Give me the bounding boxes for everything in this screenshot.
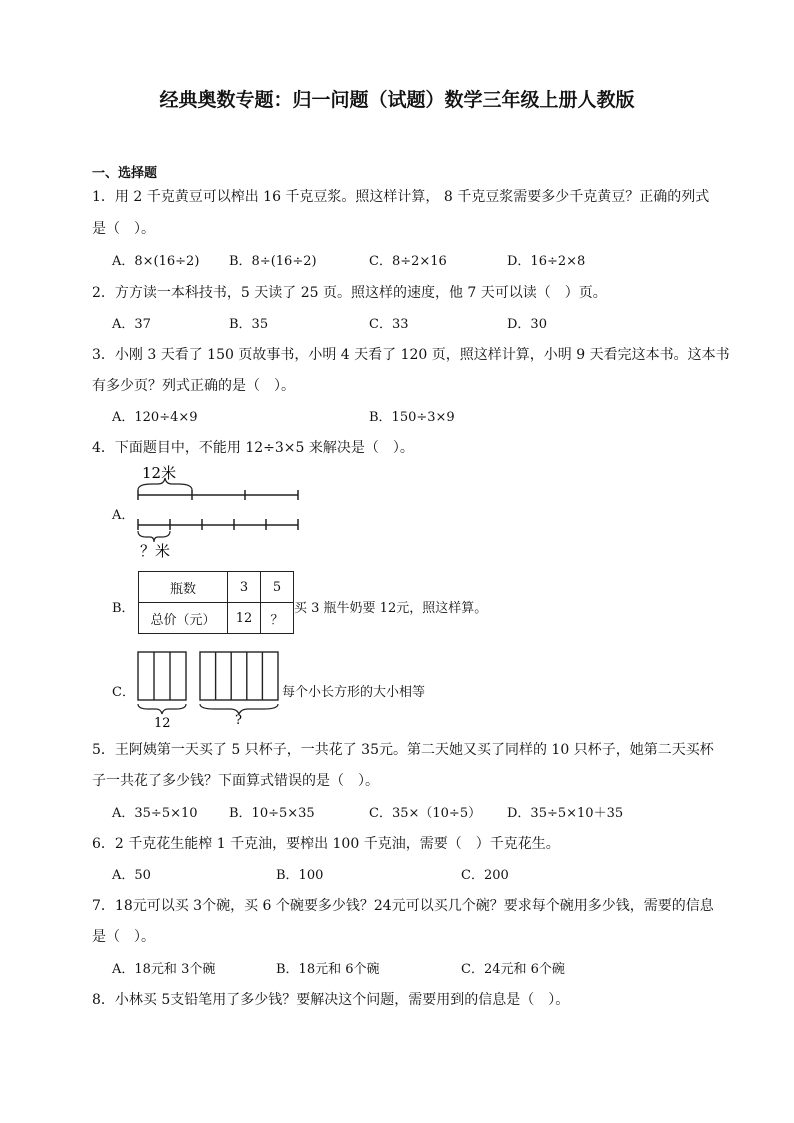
question-3-line-1: 3．小刚 3 天看了 150 页故事书，小明 4 天看了 120 页，照这样计算，小明 9 天看完这本书。这本书 <box>92 347 730 363</box>
q4-a-top-label: 12米 <box>142 464 177 482</box>
q5-option-c: C．35×（10÷5） <box>369 806 482 821</box>
page-title: 经典奥数专题：归一问题（试题）数学三年级上册人教版 <box>159 89 635 111</box>
q4-a-bottom-label: ？米 <box>140 542 171 560</box>
question-4-line-1: 4．下面题目中，不能用 12÷3×5 来解决是（ ）。 <box>92 440 414 456</box>
q4-c-right-box <box>200 652 278 700</box>
table-cell: 12 <box>228 603 261 634</box>
q4-c-left-label: 12 <box>154 716 171 730</box>
q5-option-a: A．35÷5×10 <box>112 806 198 821</box>
q7-option-a: A．18元和 3个碗 <box>112 962 216 977</box>
q2-option-d: D．30 <box>507 317 547 332</box>
question-5-line-2: 子一共花了多少钱？下面算式错误的是（ ）。 <box>92 773 379 789</box>
q4-option-a-diagram <box>130 462 310 562</box>
q4-option-b-table <box>138 571 294 634</box>
q4-option-b-note: 买 3 瓶牛奶要 12元，照这样算。 <box>294 601 488 616</box>
table-cell: 5 <box>261 572 294 603</box>
q4-c-left-box <box>138 652 186 700</box>
q4-option-c-diagram <box>134 648 284 730</box>
q1-option-d: D．16÷2×8 <box>507 254 586 269</box>
q3-option-b: B．150÷3×9 <box>369 410 455 425</box>
q7-option-b: B．18元和 6个碗 <box>276 962 380 977</box>
table-cell: 瓶数 <box>139 572 228 603</box>
q4-option-a-label: A． <box>112 508 135 523</box>
q4-a-bottom-brace <box>138 531 170 542</box>
question-8-line-1: 8．小林买 5支铅笔用了多少钱？要解决这个问题，需要用到的信息是（ ）。 <box>92 992 570 1008</box>
question-2-line-1: 2．方方读一本科技书，5 天读了 25 页。照这样的速度，他 7 天可以读（ ）页。 <box>92 285 607 301</box>
q6-option-a: A．50 <box>112 868 151 883</box>
q4-option-c-note: 每个小长方形的大小相等 <box>282 685 426 700</box>
q4-option-b-label: B． <box>112 601 135 616</box>
q4-c-right-label: ? <box>235 713 242 728</box>
q1-option-c: C．8÷2×16 <box>369 254 447 269</box>
question-5-line-1: 5．王阿姨第一天买了 5 只杯子，一共花了 35元。第二天她又买了同样的 10 只杯子，她第二天买杯 <box>92 742 714 758</box>
q2-option-a: A．37 <box>112 317 151 332</box>
q1-option-b: B．8÷(16÷2) <box>229 254 317 269</box>
question-6-line-1: 6．2 千克花生能榨 1 千克油，要榨出 100 千克油，需要（ ）千克花生。 <box>92 836 560 852</box>
table-cell: 3 <box>228 572 261 603</box>
q3-option-a: A．120÷4×9 <box>112 410 198 425</box>
question-7-line-1: 7．18元可以买 3个碗，买 6 个碗要多少钱？24元可以买几个碗？要求每个碗用多少钱，需要的信息 <box>92 898 714 914</box>
q5-option-d: D．35÷5×10＋35 <box>507 806 624 821</box>
table-cell: ？ <box>261 603 294 634</box>
q2-option-b: B．35 <box>229 317 269 332</box>
q1-option-a: A．8×(16÷2) <box>112 254 200 269</box>
q7-option-c: C．24元和 6个碗 <box>461 962 565 977</box>
question-1-line-2: 是（ ）。 <box>92 221 155 237</box>
q2-option-c: C．33 <box>369 317 409 332</box>
q4-option-c-label: C． <box>112 685 135 700</box>
question-7-line-2: 是（ ）。 <box>92 929 155 945</box>
section-heading: 一、选择题 <box>92 166 158 181</box>
question-3-line-2: 有多少页？列式正确的是（ ）。 <box>92 378 295 394</box>
q6-option-c: C．200 <box>461 868 509 883</box>
q4-c-left-brace <box>138 704 186 714</box>
table-cell: 总价（元） <box>139 603 228 634</box>
question-1-line-1: 1．用 2 千克黄豆可以榨出 16 千克豆浆。照这样计算， 8 千克豆浆需要多少千克黄豆？正确的列式 <box>92 189 710 205</box>
q6-option-b: B．100 <box>276 868 324 883</box>
q5-option-b: B．10÷5×35 <box>229 806 315 821</box>
